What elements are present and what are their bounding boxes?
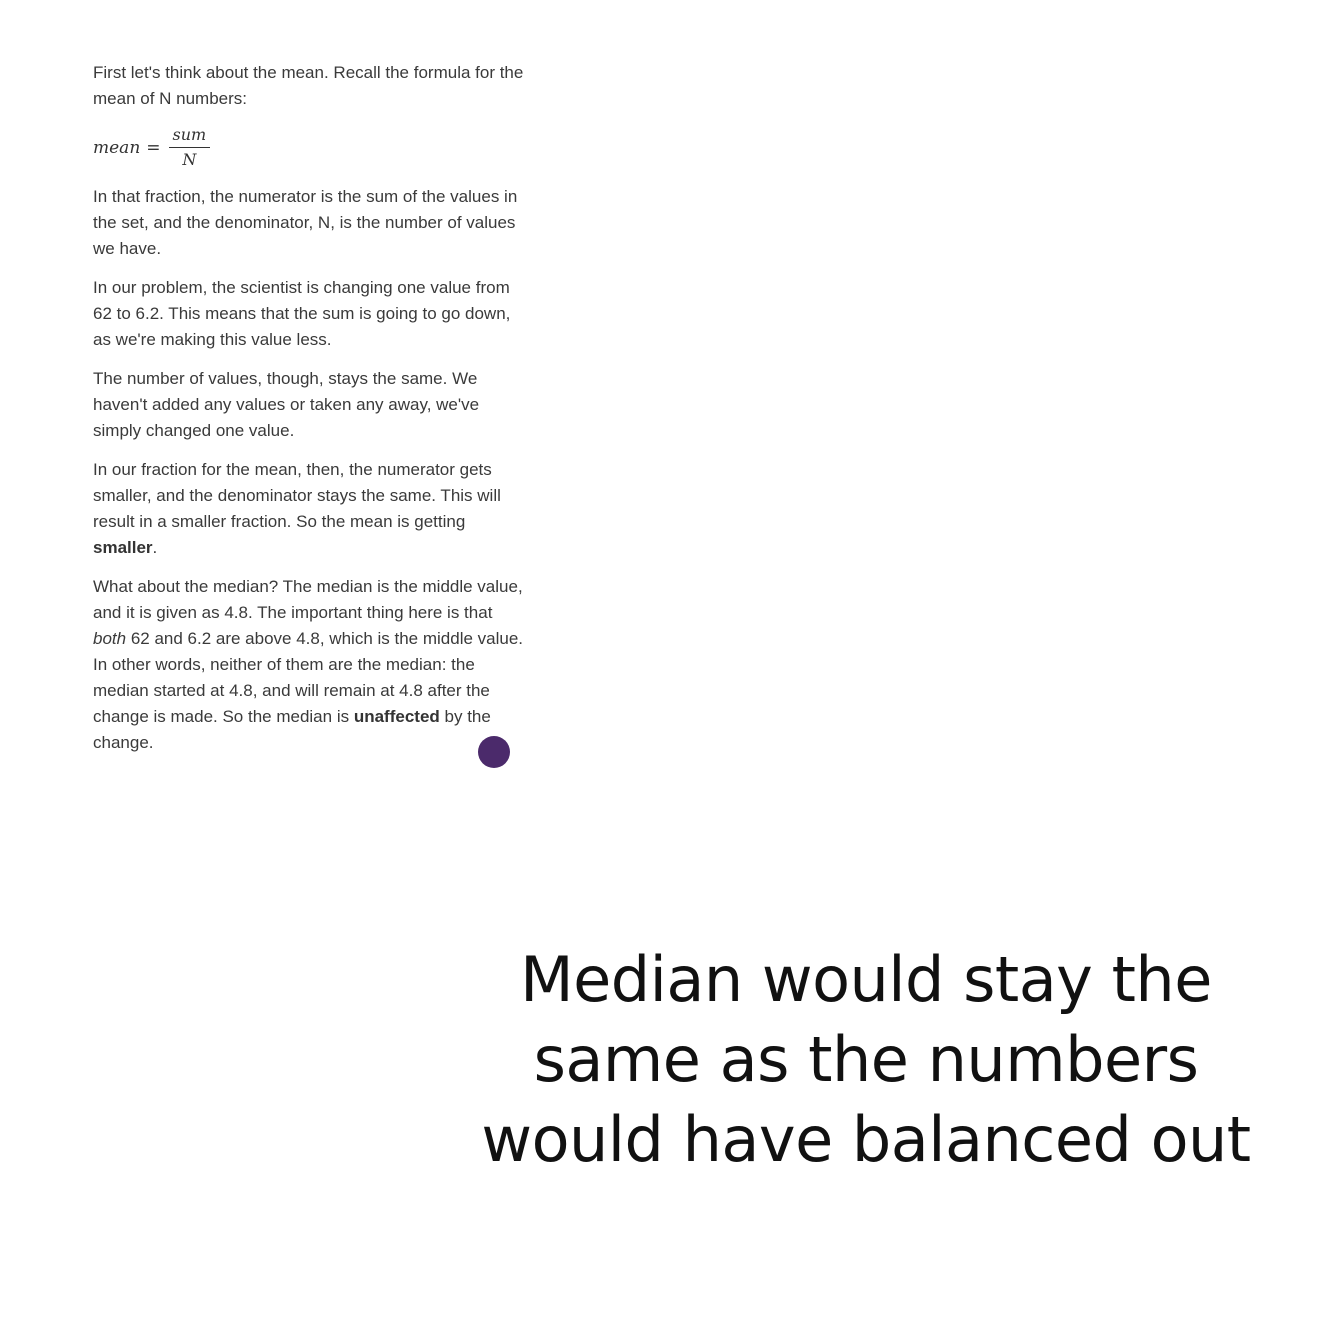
mean-conclusion-text: In our fraction for the mean, then, the numerator gets smaller, and the denominator stays the same. This will result in a smaller fraction. So the mean is getting [93,460,501,531]
paragraph-median-conclusion [93,574,525,756]
answer-text: Median would stay the same as the numbers would have balanced out [481,943,1251,1176]
median-text-2: 62 and 6.2 are above 4.8, which is the middle value. In other words, neither of them are the median: the median started at 4.8, and will remain at 4.8 after the change is made. So the median is [93,629,524,726]
paragraph-fraction-explained: In that fraction, the numerator is the sum of the values in the set, and the denominator, N, is the number of values we have. [93,187,518,258]
median-bold: unaffected [353,707,440,726]
median-text-1: What about the median? The median is the middle value, and it is given as 4.8. The important thing here is that [93,577,523,622]
explanation-text [93,60,525,769]
paragraph-sum-decreases: In our problem, the scientist is changing one value from 62 to 6.2. This means that the sum is going to go down, as we're making this value less. [93,278,511,349]
median-text-3: by the change. [93,707,491,752]
mean-formula [93,125,525,170]
formula-equals: = [146,137,161,158]
avatar [478,736,510,768]
formula-denominator: N [182,150,197,169]
median-italic: both [93,629,127,648]
explanation-panel [0,0,560,752]
paragraph-mean-conclusion [93,457,525,561]
paragraph-mean-intro: First let's think about the mean. Recall the formula for the mean of N numbers: [93,63,524,108]
formula-numerator: sum [169,125,211,148]
formula-fraction [169,125,211,170]
formula-lhs: mean [93,137,141,158]
paragraph-count-same: The number of values, though, stays the same. We haven't added any values or taken any away, we've simply changed one value. [93,369,480,440]
mean-conclusion-end: . [152,538,158,557]
mean-conclusion-bold: smaller [93,538,153,557]
